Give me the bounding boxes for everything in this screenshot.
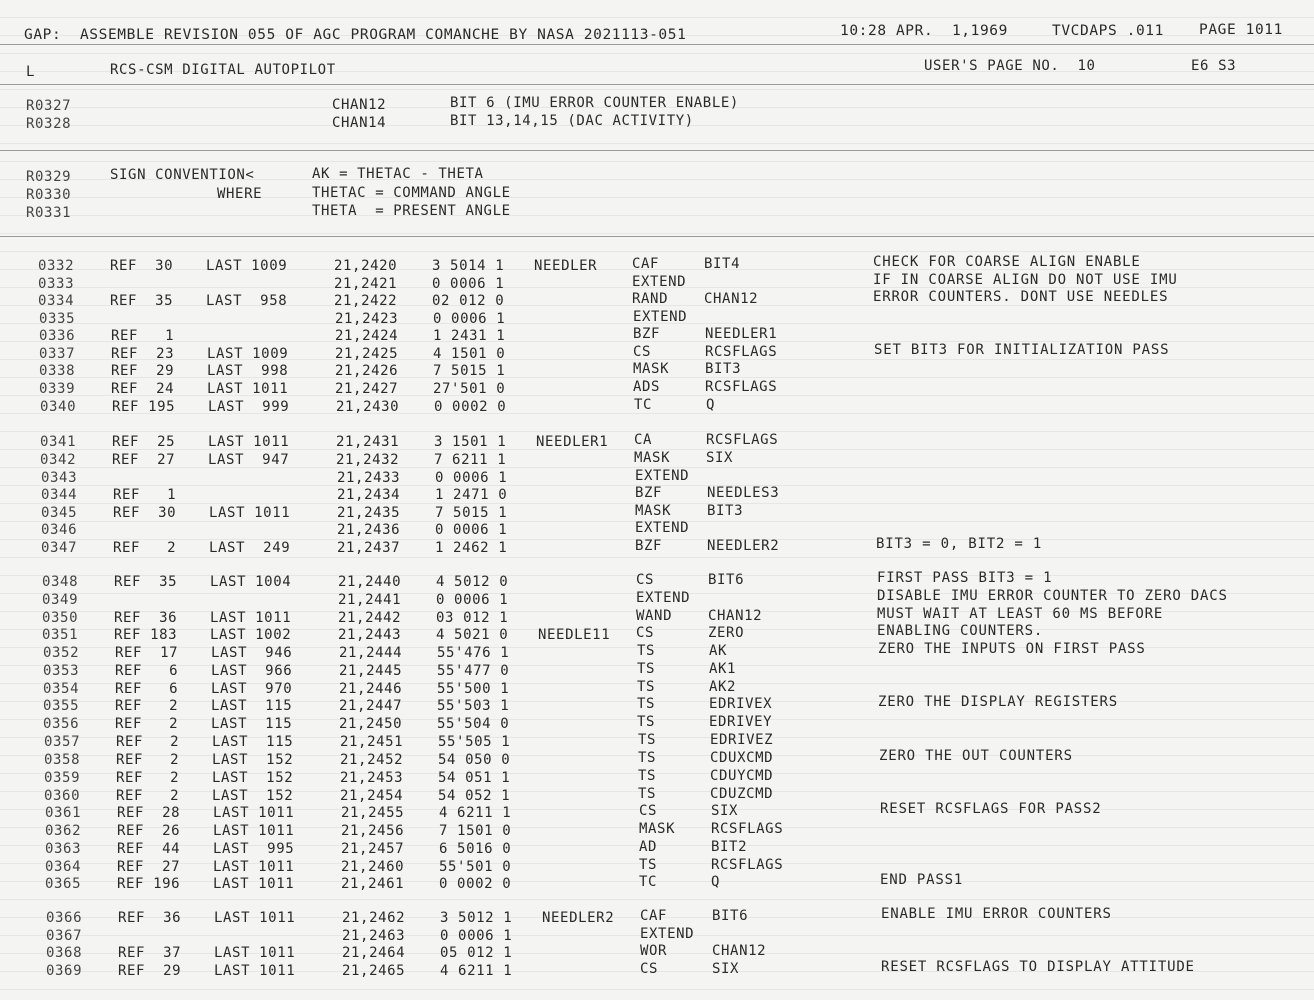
row-seq: 0345 bbox=[41, 505, 78, 521]
row-opcode: CA bbox=[634, 432, 653, 448]
page-rule bbox=[0, 84, 1314, 85]
row-last: LAST 1002 bbox=[210, 627, 292, 643]
row-ref: REF 6 bbox=[115, 681, 179, 697]
row-seq: 0352 bbox=[43, 645, 80, 661]
row-opcode: TS bbox=[637, 696, 656, 712]
row-seq: 0348 bbox=[42, 574, 79, 590]
row-seq: 0344 bbox=[41, 487, 78, 503]
page-rule bbox=[0, 236, 1314, 237]
row-last: LAST 1011 bbox=[214, 910, 296, 926]
row-last: LAST 115 bbox=[211, 698, 293, 714]
row-word: 54 052 1 bbox=[438, 788, 511, 804]
row-address: 21,2453 bbox=[340, 770, 404, 786]
row-operand: BIT6 bbox=[712, 908, 749, 924]
section-code: E6 S3 bbox=[1191, 58, 1237, 74]
row-operand: AK bbox=[709, 643, 728, 659]
row-word: 1 2462 1 bbox=[435, 540, 508, 556]
row-operand: RCSFLAGS bbox=[705, 344, 778, 360]
row-address: 21,2444 bbox=[339, 645, 403, 661]
row-comment: ENABLE IMU ERROR COUNTERS bbox=[881, 906, 1112, 922]
row-word: 05 012 1 bbox=[440, 945, 513, 961]
row-seq: 0368 bbox=[46, 945, 83, 961]
row-ref: REF 24 bbox=[111, 381, 175, 397]
row-address: 21,2451 bbox=[340, 734, 404, 750]
row-opcode: EXTEND bbox=[632, 274, 687, 290]
row-ref: REF 36 bbox=[114, 610, 178, 626]
row-operand: RCSFLAGS bbox=[706, 432, 779, 448]
row-opcode: CS bbox=[639, 803, 658, 819]
row-address: 21,2461 bbox=[341, 876, 405, 892]
row-seq: 0338 bbox=[39, 363, 76, 379]
row-operand: CHAN12 bbox=[712, 943, 767, 959]
remark-seq: R0331 bbox=[26, 205, 72, 221]
row-address: 21,2434 bbox=[337, 487, 401, 503]
row-last: LAST 1009 bbox=[206, 258, 288, 274]
date-time: 10:28 APR. 1,1969 bbox=[840, 23, 1008, 39]
row-ref: REF 2 bbox=[115, 716, 179, 732]
remark-seq: R0330 bbox=[26, 187, 72, 203]
row-address: 21,2450 bbox=[339, 716, 403, 732]
row-ref: REF 44 bbox=[117, 841, 181, 857]
row-opcode: MASK bbox=[639, 821, 676, 837]
row-operand: SIX bbox=[706, 450, 734, 466]
row-word: 6 5016 0 bbox=[439, 841, 512, 857]
row-seq: 0350 bbox=[42, 610, 79, 626]
row-address: 21,2425 bbox=[335, 346, 399, 362]
row-seq: 0347 bbox=[41, 540, 78, 556]
row-address: 21,2462 bbox=[342, 910, 406, 926]
row-last: LAST 1011 bbox=[213, 876, 295, 892]
row-last: LAST 115 bbox=[212, 734, 294, 750]
row-address: 21,2430 bbox=[336, 399, 400, 415]
row-word: 0 0006 1 bbox=[432, 276, 505, 292]
row-operand: CDUZCMD bbox=[710, 786, 774, 802]
row-word: 0 0006 1 bbox=[435, 522, 508, 538]
row-opcode: CAF bbox=[632, 256, 660, 272]
row-ref: REF 2 bbox=[116, 734, 180, 750]
row-address: 21,2436 bbox=[337, 522, 401, 538]
row-word: 54 051 1 bbox=[438, 770, 511, 786]
row-seq: 0358 bbox=[44, 752, 81, 768]
row-opcode: BZF bbox=[633, 326, 661, 342]
row-seq: 0339 bbox=[39, 381, 76, 397]
row-seq: 0332 bbox=[38, 258, 75, 274]
row-address: 21,2431 bbox=[336, 434, 400, 450]
row-address: 21,2445 bbox=[339, 663, 403, 679]
remark-seq: R0327 bbox=[26, 98, 72, 114]
row-last: LAST 152 bbox=[212, 770, 294, 786]
row-operand: BIT6 bbox=[708, 572, 745, 588]
row-word: 0 0006 1 bbox=[436, 592, 509, 608]
row-ref: REF 2 bbox=[116, 770, 180, 786]
row-operand: RCSFLAGS bbox=[711, 857, 784, 873]
row-seq: 0346 bbox=[41, 522, 78, 538]
row-comment: FIRST PASS BIT3 = 1 bbox=[877, 570, 1053, 586]
row-operand: CDUXCMD bbox=[710, 750, 774, 766]
row-word: 7 5015 1 bbox=[435, 505, 508, 521]
row-seq: 0367 bbox=[46, 928, 83, 944]
row-word: 0 0002 0 bbox=[434, 399, 507, 415]
row-address: 21,2463 bbox=[342, 928, 406, 944]
row-opcode: TS bbox=[637, 643, 656, 659]
row-last: LAST 249 bbox=[209, 540, 291, 556]
row-opcode: WOR bbox=[640, 943, 668, 959]
remark-channel: CHAN14 bbox=[332, 115, 387, 131]
row-address: 21,2432 bbox=[336, 452, 400, 468]
row-operand: BIT4 bbox=[704, 256, 741, 272]
row-word: 1 2471 0 bbox=[435, 487, 508, 503]
row-operand: Q bbox=[706, 397, 716, 413]
row-word: 54 050 0 bbox=[438, 752, 511, 768]
row-ref: REF 27 bbox=[112, 452, 176, 468]
row-opcode: BZF bbox=[635, 538, 663, 554]
row-last: LAST 958 bbox=[206, 293, 288, 309]
sign-convention-text: AK = THETAC - THETA bbox=[312, 166, 484, 182]
row-ref: REF 35 bbox=[114, 574, 178, 590]
row-opcode: TS bbox=[637, 661, 656, 677]
row-last: LAST 1011 bbox=[207, 381, 289, 397]
row-opcode: TC bbox=[639, 874, 658, 890]
row-ref: REF 23 bbox=[111, 346, 175, 362]
row-word: 55'504 0 bbox=[437, 716, 510, 732]
row-word: 4 1501 0 bbox=[433, 346, 506, 362]
row-comment: ENABLING COUNTERS. bbox=[877, 623, 1044, 639]
row-last: LAST 1011 bbox=[208, 434, 290, 450]
row-ref: REF 183 bbox=[114, 627, 178, 643]
row-address: 21,2424 bbox=[335, 328, 399, 344]
row-comment: ZERO THE OUT COUNTERS bbox=[879, 748, 1073, 764]
row-last: LAST 1011 bbox=[213, 823, 295, 839]
row-opcode: EXTEND bbox=[633, 309, 688, 325]
row-ref: REF 30 bbox=[113, 505, 177, 521]
row-address: 21,2437 bbox=[337, 540, 401, 556]
row-address: 21,2465 bbox=[342, 963, 406, 979]
row-word: 4 6211 1 bbox=[439, 805, 512, 821]
row-last: LAST 970 bbox=[211, 681, 293, 697]
row-address: 21,2454 bbox=[340, 788, 404, 804]
row-last: LAST 998 bbox=[207, 363, 289, 379]
row-seq: 0349 bbox=[42, 592, 79, 608]
row-address: 21,2427 bbox=[335, 381, 399, 397]
row-seq: 0369 bbox=[46, 963, 83, 979]
row-operand: EDRIVEY bbox=[709, 714, 773, 730]
row-ref: REF 2 bbox=[116, 752, 180, 768]
row-seq: 0360 bbox=[44, 788, 81, 804]
row-opcode: TS bbox=[637, 679, 656, 695]
page-number: PAGE 1011 bbox=[1199, 22, 1283, 38]
row-operand: EDRIVEX bbox=[709, 696, 773, 712]
row-ref: REF 17 bbox=[115, 645, 179, 661]
sign-convention-label: SIGN CONVENTION< bbox=[110, 167, 255, 183]
row-operand: EDRIVEZ bbox=[710, 732, 774, 748]
row-word: 4 6211 1 bbox=[440, 963, 513, 979]
row-operand: BIT3 bbox=[707, 503, 744, 519]
sign-convention-text: THETAC = COMMAND ANGLE bbox=[312, 185, 511, 201]
row-comment: ZERO THE DISPLAY REGISTERS bbox=[878, 694, 1118, 710]
row-operand: CDUYCMD bbox=[710, 768, 774, 784]
row-last: LAST 1011 bbox=[214, 945, 296, 961]
row-seq: 0351 bbox=[42, 627, 79, 643]
row-word: 0 0002 0 bbox=[439, 876, 512, 892]
row-word: 3 5012 1 bbox=[440, 910, 513, 926]
row-ref: REF 28 bbox=[117, 805, 181, 821]
users-page-number: USER'S PAGE NO. 10 bbox=[924, 58, 1096, 74]
row-word: 03 012 1 bbox=[436, 610, 509, 626]
row-opcode: CS bbox=[640, 961, 659, 977]
row-seq: 0337 bbox=[39, 346, 76, 362]
row-seq: 0366 bbox=[46, 910, 83, 926]
remark-text: BIT 13,14,15 (DAC ACTIVITY) bbox=[450, 113, 694, 129]
row-opcode: BZF bbox=[635, 485, 663, 501]
row-opcode: MASK bbox=[634, 450, 671, 466]
row-address: 21,2420 bbox=[334, 258, 398, 274]
row-address: 21,2455 bbox=[341, 805, 405, 821]
row-operand: RCSFLAGS bbox=[711, 821, 784, 837]
row-address: 21,2446 bbox=[339, 681, 403, 697]
row-word: 0 0006 1 bbox=[440, 928, 513, 944]
row-opcode: TS bbox=[638, 732, 657, 748]
row-address: 21,2456 bbox=[341, 823, 405, 839]
row-label: NEEDLER2 bbox=[542, 910, 615, 926]
row-label: NEEDLER1 bbox=[536, 434, 609, 450]
row-word: 7 1501 0 bbox=[439, 823, 512, 839]
row-opcode: TS bbox=[638, 750, 657, 766]
row-word: 0 0006 1 bbox=[433, 311, 506, 327]
row-last: LAST 1011 bbox=[213, 859, 295, 875]
row-last: LAST 115 bbox=[211, 716, 293, 732]
row-word: 02 012 0 bbox=[432, 293, 505, 309]
row-seq: 0356 bbox=[43, 716, 80, 732]
row-comment: RESET RCSFLAGS FOR PASS2 bbox=[880, 801, 1102, 817]
row-operand: CHAN12 bbox=[704, 291, 759, 307]
row-seq: 0336 bbox=[39, 328, 76, 344]
row-ref: REF 1 bbox=[113, 487, 177, 503]
row-ref: REF 6 bbox=[115, 663, 179, 679]
row-seq: 0359 bbox=[44, 770, 81, 786]
row-seq: 0364 bbox=[45, 859, 82, 875]
row-address: 21,2440 bbox=[338, 574, 402, 590]
row-ref: REF 27 bbox=[117, 859, 181, 875]
row-seq: 0340 bbox=[40, 399, 77, 415]
row-seq: 0354 bbox=[43, 681, 80, 697]
row-last: LAST 1011 bbox=[210, 610, 292, 626]
row-seq: 0341 bbox=[40, 434, 77, 450]
row-ref: REF 2 bbox=[116, 788, 180, 804]
row-last: LAST 1011 bbox=[214, 963, 296, 979]
row-last: LAST 947 bbox=[208, 452, 290, 468]
row-opcode: CS bbox=[636, 625, 655, 641]
row-ref: REF 36 bbox=[118, 910, 182, 926]
row-ref: REF 29 bbox=[118, 963, 182, 979]
row-word: 7 6211 1 bbox=[434, 452, 507, 468]
row-ref: REF 196 bbox=[117, 876, 181, 892]
row-comment: ERROR COUNTERS. DONT USE NEEDLES bbox=[873, 289, 1169, 305]
row-address: 21,2464 bbox=[342, 945, 406, 961]
section-marker: L bbox=[26, 64, 36, 80]
row-opcode: ADS bbox=[633, 379, 661, 395]
row-word: 1 2431 1 bbox=[433, 328, 506, 344]
row-opcode: CS bbox=[636, 572, 655, 588]
row-ref: REF 30 bbox=[110, 258, 174, 274]
row-address: 21,2423 bbox=[335, 311, 399, 327]
row-comment: SET BIT3 FOR INITIALIZATION PASS bbox=[874, 342, 1170, 358]
row-word: 55'501 0 bbox=[439, 859, 512, 875]
row-seq: 0353 bbox=[43, 663, 80, 679]
row-opcode: CS bbox=[633, 344, 652, 360]
remark-seq: R0329 bbox=[26, 169, 72, 185]
row-word: 55'500 1 bbox=[437, 681, 510, 697]
row-comment: CHECK FOR COARSE ALIGN ENABLE bbox=[873, 254, 1141, 270]
row-address: 21,2460 bbox=[341, 859, 405, 875]
row-opcode: TC bbox=[634, 397, 653, 413]
row-ref: REF 29 bbox=[111, 363, 175, 379]
row-operand: NEEDLER1 bbox=[705, 326, 778, 342]
row-seq: 0343 bbox=[41, 470, 78, 486]
row-opcode: AD bbox=[639, 839, 658, 855]
row-last: LAST 152 bbox=[212, 788, 294, 804]
row-operand: SIX bbox=[711, 803, 739, 819]
row-operand: AK2 bbox=[709, 679, 737, 695]
row-comment: DISABLE IMU ERROR COUNTER TO ZERO DACS bbox=[877, 588, 1228, 604]
row-seq: 0334 bbox=[38, 293, 75, 309]
row-address: 21,2441 bbox=[338, 592, 402, 608]
row-seq: 0335 bbox=[39, 311, 76, 327]
row-operand: SIX bbox=[712, 961, 740, 977]
row-operand: NEEDLES3 bbox=[707, 485, 780, 501]
row-word: 3 5014 1 bbox=[432, 258, 505, 274]
row-opcode: CAF bbox=[640, 908, 668, 924]
row-opcode: RAND bbox=[632, 291, 669, 307]
row-address: 21,2442 bbox=[338, 610, 402, 626]
row-opcode: MASK bbox=[633, 361, 670, 377]
row-last: LAST 1011 bbox=[209, 505, 291, 521]
row-opcode: TS bbox=[637, 714, 656, 730]
sign-convention-text: THETA = PRESENT ANGLE bbox=[312, 203, 511, 219]
row-label: NEEDLE11 bbox=[538, 627, 611, 643]
row-comment: RESET RCSFLAGS TO DISPLAY ATTITUDE bbox=[881, 959, 1195, 975]
row-last: LAST 966 bbox=[211, 663, 293, 679]
row-ref: REF 1 bbox=[111, 328, 175, 344]
row-opcode: EXTEND bbox=[636, 590, 691, 606]
row-seq: 0355 bbox=[43, 698, 80, 714]
row-word: 0 0006 1 bbox=[435, 470, 508, 486]
row-address: 21,2452 bbox=[340, 752, 404, 768]
row-last: LAST 1004 bbox=[210, 574, 292, 590]
row-address: 21,2435 bbox=[337, 505, 401, 521]
row-address: 21,2433 bbox=[337, 470, 401, 486]
row-operand: RCSFLAGS bbox=[705, 379, 778, 395]
row-seq: 0363 bbox=[45, 841, 82, 857]
row-ref: REF 37 bbox=[118, 945, 182, 961]
row-seq: 0361 bbox=[45, 805, 82, 821]
row-ref: REF 195 bbox=[112, 399, 176, 415]
row-address: 21,2422 bbox=[334, 293, 398, 309]
row-word: 4 5012 0 bbox=[436, 574, 509, 590]
row-operand: BIT3 bbox=[705, 361, 742, 377]
row-last: LAST 995 bbox=[213, 841, 295, 857]
row-address: 21,2443 bbox=[338, 627, 402, 643]
row-operand: Q bbox=[711, 874, 721, 890]
row-word: 55'503 1 bbox=[437, 698, 510, 714]
row-seq: 0333 bbox=[38, 276, 75, 292]
row-seq: 0342 bbox=[40, 452, 77, 468]
row-word: 3 1501 1 bbox=[434, 434, 507, 450]
row-opcode: EXTEND bbox=[635, 520, 690, 536]
row-operand: NEEDLER2 bbox=[707, 538, 780, 554]
row-last: LAST 152 bbox=[212, 752, 294, 768]
row-comment: ZERO THE INPUTS ON FIRST PASS bbox=[878, 641, 1146, 657]
row-ref: REF 2 bbox=[115, 698, 179, 714]
row-word: 7 5015 1 bbox=[433, 363, 506, 379]
row-word: 55'477 0 bbox=[437, 663, 510, 679]
row-opcode: EXTEND bbox=[635, 468, 690, 484]
row-operand: BIT2 bbox=[711, 839, 748, 855]
row-ref: REF 35 bbox=[110, 293, 174, 309]
row-last: LAST 1009 bbox=[207, 346, 289, 362]
row-operand: CHAN12 bbox=[708, 608, 763, 624]
row-opcode: TS bbox=[639, 857, 658, 873]
row-seq: 0362 bbox=[45, 823, 82, 839]
row-opcode: MASK bbox=[635, 503, 672, 519]
row-ref: REF 2 bbox=[113, 540, 177, 556]
row-address: 21,2426 bbox=[335, 363, 399, 379]
row-comment: BIT3 = 0, BIT2 = 1 bbox=[876, 536, 1043, 552]
row-ref: REF 25 bbox=[112, 434, 176, 450]
row-word: 27'501 0 bbox=[433, 381, 506, 397]
row-address: 21,2447 bbox=[339, 698, 403, 714]
row-opcode: WAND bbox=[636, 608, 673, 624]
row-address: 21,2421 bbox=[334, 276, 398, 292]
remark-seq: R0328 bbox=[26, 116, 72, 132]
program-line: GAP: ASSEMBLE REVISION 055 OF AGC PROGRAM COMANCHE BY NASA 2021113-051 bbox=[24, 27, 687, 43]
row-last: LAST 1011 bbox=[213, 805, 295, 821]
row-opcode: EXTEND bbox=[640, 926, 695, 942]
row-seq: 0365 bbox=[45, 876, 82, 892]
page-rule bbox=[0, 44, 1314, 45]
row-comment: END PASS1 bbox=[880, 872, 964, 888]
remark-text: BIT 6 (IMU ERROR COUNTER ENABLE) bbox=[450, 95, 739, 111]
row-operand: AK1 bbox=[709, 661, 737, 677]
module-name: TVCDAPS .011 bbox=[1052, 23, 1164, 39]
remark-channel: CHAN12 bbox=[332, 97, 387, 113]
row-comment: MUST WAIT AT LEAST 60 MS BEFORE bbox=[877, 606, 1164, 622]
sign-convention-label: WHERE bbox=[217, 186, 263, 202]
row-last: LAST 999 bbox=[208, 399, 290, 415]
row-word: 55'505 1 bbox=[438, 734, 511, 750]
row-address: 21,2457 bbox=[341, 841, 405, 857]
page-rule bbox=[0, 150, 1314, 151]
row-operand: ZERO bbox=[708, 625, 745, 641]
row-opcode: TS bbox=[638, 786, 657, 802]
row-word: 55'476 1 bbox=[437, 645, 510, 661]
row-label: NEEDLER bbox=[534, 258, 598, 274]
row-word: 4 5021 0 bbox=[436, 627, 509, 643]
row-opcode: TS bbox=[638, 768, 657, 784]
row-seq: 0357 bbox=[44, 734, 81, 750]
section-title: RCS-CSM DIGITAL AUTOPILOT bbox=[110, 62, 336, 78]
row-last: LAST 946 bbox=[211, 645, 293, 661]
row-comment: IF IN COARSE ALIGN DO NOT USE IMU bbox=[873, 272, 1178, 288]
row-ref: REF 26 bbox=[117, 823, 181, 839]
